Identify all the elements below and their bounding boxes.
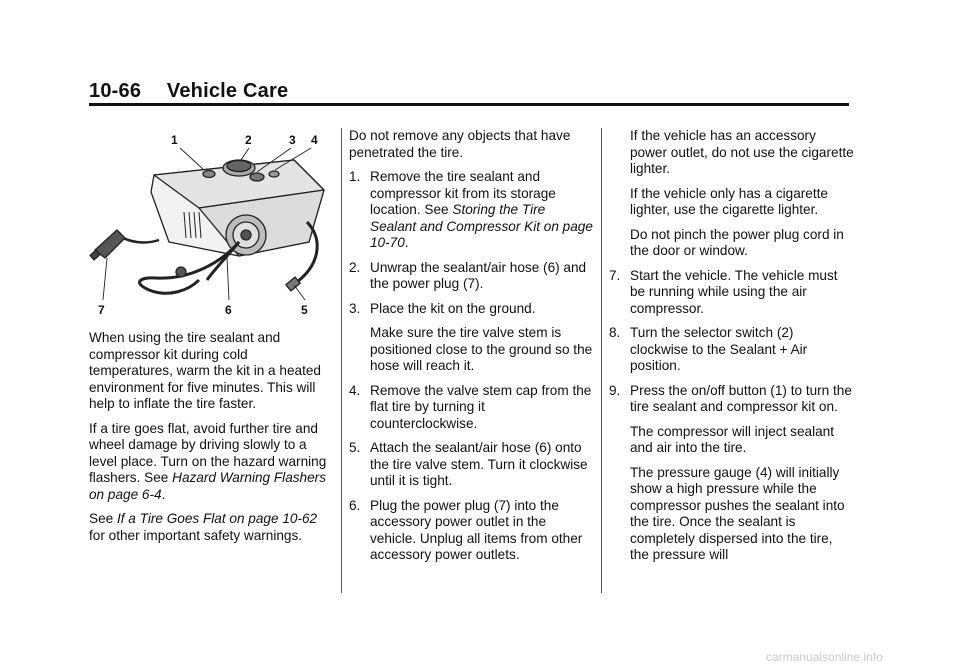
step-text: Start the vehicle. The vehicle must be running while using the air compressor.: [630, 267, 838, 316]
step-3: [349, 301, 594, 318]
callout-6: 6: [225, 303, 232, 317]
step-number: 3.: [349, 300, 361, 316]
accessory-outlet-note: If the vehicle has an accessory power outlet, do not use the cigarette lighter.: [630, 128, 854, 176]
section-title: Vehicle Care: [166, 80, 289, 102]
callout-2: 2: [245, 133, 252, 147]
step-5: [349, 440, 594, 490]
intro-paragraph: Do not remove any objects that have penetrated the tire.: [349, 128, 571, 160]
compressor-inject-note: The compressor will inject sealant and air into the tire.: [630, 423, 834, 455]
step-2: [349, 260, 594, 293]
step-number: 2.: [349, 259, 361, 275]
step-number: 9.: [609, 382, 621, 398]
period: .: [404, 235, 409, 250]
header-rule: [89, 103, 849, 106]
safety-warnings-text: for other important safety warnings.: [89, 527, 303, 543]
flat-tire-text: If a tire goes flat, avoid further tire and wheel damage by driving slowly to a level place. Turn on the hazard warning flashers. See: [89, 420, 327, 485]
step-number: 8.: [609, 325, 621, 340]
column-1: [89, 330, 329, 552]
storing-kit-reference: Storing the Tire Sealant and Compressor Kit on page 10-70: [370, 202, 593, 250]
step-4: [349, 383, 594, 433]
step-6: [349, 498, 594, 564]
column-divider-2: [601, 128, 602, 593]
step-text: [370, 169, 594, 252]
step-number: 6.: [349, 497, 361, 513]
step-text: Place the kit on the ground.: [370, 300, 536, 316]
callout-7: 7: [98, 303, 105, 317]
page-number: 10-66: [89, 80, 142, 102]
step-number: 1.: [349, 169, 361, 184]
step-1-text: Remove the tire sealant and compressor kit from its storage location. See: [370, 169, 556, 217]
callout-4: 4: [311, 133, 318, 147]
step-7: [609, 268, 854, 318]
step-text: Remove the valve stem cap from the flat tire by turning it counterclockwise.: [370, 382, 592, 431]
column-3: [609, 128, 854, 572]
hazard-flashers-reference: Hazard Warning Flashers on page 6-4: [89, 470, 326, 502]
step-text: Turn the selector switch (2) clockwise to the Sealant + Air position.: [630, 325, 808, 373]
step-9: [609, 383, 854, 416]
see-text: See: [89, 511, 117, 526]
step-number: 5.: [349, 440, 361, 455]
column-2: [349, 128, 594, 572]
pressure-gauge-note: The pressure gauge (4) will initially show a high pressure while the compressor pushes the sealant into the tire. Once the sealant is completely dispersed into the tire, the pressure will: [630, 464, 845, 562]
callout-1: 1: [171, 133, 178, 147]
step-text: Plug the power plug (7) into the accessory power outlet in the vehicle. Unplug all items from other accessory power outlets.: [370, 497, 583, 562]
watermark: carmanualsonline.info: [766, 650, 883, 664]
step-text: Attach the sealant/air hose (6) onto the tire valve stem. Turn it clockwise until it is tight.: [370, 440, 588, 488]
cigarette-lighter-note: If the vehicle only has a cigarette lighter, use the cigarette lighter.: [630, 185, 828, 217]
compressor-kit-illustration: [89, 130, 339, 320]
step-text: Press the on/off button (1) to turn the tire sealant and compressor kit on.: [630, 382, 852, 414]
step-text: Unwrap the sealant/air hose (6) and the power plug (7).: [370, 259, 587, 291]
cold-weather-paragraph: When using the tire sealant and compressor kit during cold temperatures, warm the kit in a heated environment for five minutes. This will help to inflate the tire faster.: [89, 330, 321, 411]
step-3-note: Make sure the tire valve stem is positioned close to the ground so the hose will reach it.: [370, 325, 593, 373]
step-8: [609, 325, 854, 375]
callout-3: 3: [289, 133, 296, 147]
see-also-paragraph: [89, 511, 329, 544]
step-number: 7.: [609, 267, 621, 283]
pinch-cord-note: Do not pinch the power plug cord in the door or window.: [630, 226, 844, 258]
flat-tire-paragraph: [89, 421, 329, 504]
step-number: 4.: [349, 382, 361, 398]
step-1: [349, 169, 594, 252]
column-divider-1: [341, 128, 342, 593]
callout-5: 5: [301, 303, 308, 317]
period: .: [161, 486, 166, 502]
page-header: [89, 80, 288, 103]
flat-tire-reference: If a Tire Goes Flat on page 10-62: [116, 511, 318, 526]
